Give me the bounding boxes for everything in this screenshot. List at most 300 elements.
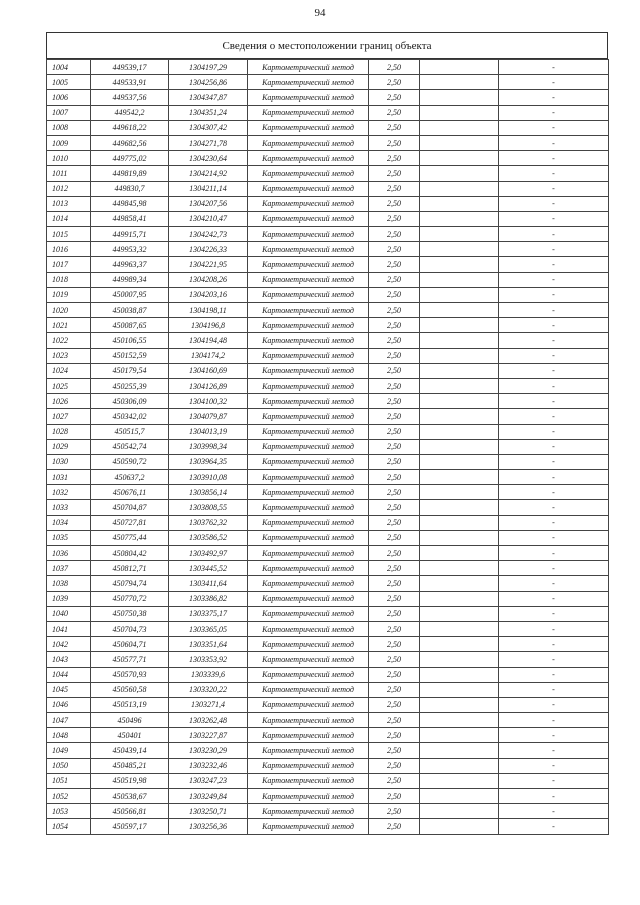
point-number-cell: 1040	[47, 606, 91, 621]
table-row	[47, 318, 609, 333]
note-cell: -	[499, 135, 609, 150]
method-cell: Картометрический метод	[248, 652, 369, 667]
empty-cell	[420, 287, 499, 302]
x-coordinate-cell: 450577,71	[91, 652, 169, 667]
y-coordinate-cell: 1303386,82	[169, 591, 248, 606]
accuracy-cell: 2,50	[369, 515, 420, 530]
method-cell: Картометрический метод	[248, 409, 369, 424]
y-coordinate-cell: 1303250,71	[169, 804, 248, 819]
note-cell: -	[499, 758, 609, 773]
table-row	[47, 804, 609, 819]
table-body	[47, 60, 609, 835]
x-coordinate-cell: 450590,72	[91, 454, 169, 469]
accuracy-cell: 2,50	[369, 758, 420, 773]
accuracy-cell: 2,50	[369, 348, 420, 363]
note-cell: -	[499, 181, 609, 196]
y-coordinate-cell: 1304174,2	[169, 348, 248, 363]
accuracy-cell: 2,50	[369, 637, 420, 652]
table-row	[47, 151, 609, 166]
x-coordinate-cell: 449830,7	[91, 181, 169, 196]
table-row	[47, 728, 609, 743]
y-coordinate-cell: 1304351,24	[169, 105, 248, 120]
method-cell: Картометрический метод	[248, 606, 369, 621]
method-cell: Картометрический метод	[248, 348, 369, 363]
coordinates-table	[46, 59, 609, 835]
point-number-cell: 1053	[47, 804, 91, 819]
note-cell: -	[499, 60, 609, 75]
note-cell: -	[499, 333, 609, 348]
point-number-cell: 1010	[47, 151, 91, 166]
accuracy-cell: 2,50	[369, 394, 420, 409]
accuracy-cell: 2,50	[369, 409, 420, 424]
x-coordinate-cell: 450087,65	[91, 318, 169, 333]
table-row	[47, 454, 609, 469]
table-row	[47, 789, 609, 804]
y-coordinate-cell: 1304197,29	[169, 60, 248, 75]
empty-cell	[420, 90, 499, 105]
empty-cell	[420, 363, 499, 378]
y-coordinate-cell: 1303256,36	[169, 819, 248, 834]
table-row	[47, 211, 609, 226]
method-cell: Картометрический метод	[248, 697, 369, 712]
note-cell: -	[499, 652, 609, 667]
accuracy-cell: 2,50	[369, 227, 420, 242]
note-cell: -	[499, 105, 609, 120]
table-row	[47, 120, 609, 135]
table-row	[47, 652, 609, 667]
method-cell: Картометрический метод	[248, 105, 369, 120]
method-cell: Картометрический метод	[248, 272, 369, 287]
empty-cell	[420, 804, 499, 819]
x-coordinate-cell: 449845,98	[91, 196, 169, 211]
accuracy-cell: 2,50	[369, 196, 420, 211]
note-cell: -	[499, 804, 609, 819]
note-cell: -	[499, 789, 609, 804]
note-cell: -	[499, 151, 609, 166]
point-number-cell: 1017	[47, 257, 91, 272]
empty-cell	[420, 728, 499, 743]
table-row	[47, 743, 609, 758]
method-cell: Картометрический метод	[248, 804, 369, 819]
note-cell: -	[499, 697, 609, 712]
y-coordinate-cell: 1303339,6	[169, 667, 248, 682]
x-coordinate-cell: 450515,7	[91, 424, 169, 439]
method-cell: Картометрический метод	[248, 758, 369, 773]
table-row	[47, 272, 609, 287]
accuracy-cell: 2,50	[369, 439, 420, 454]
method-cell: Картометрический метод	[248, 333, 369, 348]
accuracy-cell: 2,50	[369, 728, 420, 743]
table-row	[47, 135, 609, 150]
y-coordinate-cell: 1303262,48	[169, 713, 248, 728]
method-cell: Картометрический метод	[248, 454, 369, 469]
point-number-cell: 1027	[47, 409, 91, 424]
empty-cell	[420, 819, 499, 834]
method-cell: Картометрический метод	[248, 211, 369, 226]
note-cell: -	[499, 348, 609, 363]
table-row	[47, 166, 609, 181]
empty-cell	[420, 303, 499, 318]
table-row	[47, 500, 609, 515]
table-row	[47, 257, 609, 272]
table-row	[47, 758, 609, 773]
empty-cell	[420, 394, 499, 409]
empty-cell	[420, 515, 499, 530]
empty-cell	[420, 424, 499, 439]
method-cell: Картометрический метод	[248, 135, 369, 150]
accuracy-cell: 2,50	[369, 485, 420, 500]
x-coordinate-cell: 450106,55	[91, 333, 169, 348]
accuracy-cell: 2,50	[369, 561, 420, 576]
empty-cell	[420, 378, 499, 393]
note-cell: -	[499, 667, 609, 682]
accuracy-cell: 2,50	[369, 667, 420, 682]
x-coordinate-cell: 450560,58	[91, 682, 169, 697]
y-coordinate-cell: 1304013,19	[169, 424, 248, 439]
y-coordinate-cell: 1304226,33	[169, 242, 248, 257]
accuracy-cell: 2,50	[369, 105, 420, 120]
y-coordinate-cell: 1304207,56	[169, 196, 248, 211]
method-cell: Картометрический метод	[248, 181, 369, 196]
accuracy-cell: 2,50	[369, 90, 420, 105]
method-cell: Картометрический метод	[248, 530, 369, 545]
point-number-cell: 1038	[47, 576, 91, 591]
point-number-cell: 1004	[47, 60, 91, 75]
accuracy-cell: 2,50	[369, 773, 420, 788]
method-cell: Картометрический метод	[248, 789, 369, 804]
table-row	[47, 303, 609, 318]
method-cell: Картометрический метод	[248, 196, 369, 211]
method-cell: Картометрический метод	[248, 546, 369, 561]
x-coordinate-cell: 450152,59	[91, 348, 169, 363]
x-coordinate-cell: 450439,14	[91, 743, 169, 758]
table-row	[47, 333, 609, 348]
y-coordinate-cell: 1303910,08	[169, 470, 248, 485]
note-cell: -	[499, 120, 609, 135]
accuracy-cell: 2,50	[369, 303, 420, 318]
point-number-cell: 1033	[47, 500, 91, 515]
point-number-cell: 1035	[47, 530, 91, 545]
method-cell: Картометрический метод	[248, 728, 369, 743]
point-number-cell: 1025	[47, 378, 91, 393]
note-cell: -	[499, 378, 609, 393]
method-cell: Картометрический метод	[248, 591, 369, 606]
empty-cell	[420, 485, 499, 500]
method-cell: Картометрический метод	[248, 576, 369, 591]
point-number-cell: 1031	[47, 470, 91, 485]
accuracy-cell: 2,50	[369, 743, 420, 758]
table-row	[47, 378, 609, 393]
point-number-cell: 1037	[47, 561, 91, 576]
point-number-cell: 1021	[47, 318, 91, 333]
point-number-cell: 1018	[47, 272, 91, 287]
x-coordinate-cell: 449542,2	[91, 105, 169, 120]
note-cell: -	[499, 637, 609, 652]
empty-cell	[420, 272, 499, 287]
table-row	[47, 667, 609, 682]
point-number-cell: 1024	[47, 363, 91, 378]
empty-cell	[420, 697, 499, 712]
method-cell: Картометрический метод	[248, 120, 369, 135]
empty-cell	[420, 348, 499, 363]
x-coordinate-cell: 450179,54	[91, 363, 169, 378]
accuracy-cell: 2,50	[369, 424, 420, 439]
point-number-cell: 1007	[47, 105, 91, 120]
table-row	[47, 576, 609, 591]
note-cell: -	[499, 90, 609, 105]
y-coordinate-cell: 1304242,73	[169, 227, 248, 242]
note-cell: -	[499, 773, 609, 788]
empty-cell	[420, 227, 499, 242]
method-cell: Картометрический метод	[248, 75, 369, 90]
note-cell: -	[499, 819, 609, 834]
table-row	[47, 682, 609, 697]
x-coordinate-cell: 450597,17	[91, 819, 169, 834]
point-number-cell: 1032	[47, 485, 91, 500]
y-coordinate-cell: 1304230,64	[169, 151, 248, 166]
point-number-cell: 1050	[47, 758, 91, 773]
note-cell: -	[499, 424, 609, 439]
accuracy-cell: 2,50	[369, 257, 420, 272]
table-row	[47, 348, 609, 363]
method-cell: Картометрический метод	[248, 378, 369, 393]
note-cell: -	[499, 546, 609, 561]
note-cell: -	[499, 211, 609, 226]
point-number-cell: 1043	[47, 652, 91, 667]
x-coordinate-cell: 450794,74	[91, 576, 169, 591]
note-cell: -	[499, 272, 609, 287]
point-number-cell: 1019	[47, 287, 91, 302]
table-row	[47, 439, 609, 454]
table-row	[47, 75, 609, 90]
note-cell: -	[499, 728, 609, 743]
y-coordinate-cell: 1303762,32	[169, 515, 248, 530]
note-cell: -	[499, 621, 609, 636]
empty-cell	[420, 181, 499, 196]
table-row	[47, 637, 609, 652]
method-cell: Картометрический метод	[248, 819, 369, 834]
empty-cell	[420, 561, 499, 576]
note-cell: -	[499, 394, 609, 409]
y-coordinate-cell: 1303249,84	[169, 789, 248, 804]
accuracy-cell: 2,50	[369, 576, 420, 591]
table-row	[47, 242, 609, 257]
note-cell: -	[499, 287, 609, 302]
accuracy-cell: 2,50	[369, 789, 420, 804]
note-cell: -	[499, 439, 609, 454]
accuracy-cell: 2,50	[369, 470, 420, 485]
accuracy-cell: 2,50	[369, 682, 420, 697]
accuracy-cell: 2,50	[369, 242, 420, 257]
table-row	[47, 470, 609, 485]
x-coordinate-cell: 450676,11	[91, 485, 169, 500]
empty-cell	[420, 257, 499, 272]
point-number-cell: 1012	[47, 181, 91, 196]
empty-cell	[420, 546, 499, 561]
accuracy-cell: 2,50	[369, 606, 420, 621]
y-coordinate-cell: 1303586,52	[169, 530, 248, 545]
y-coordinate-cell: 1303227,87	[169, 728, 248, 743]
x-coordinate-cell: 450750,38	[91, 606, 169, 621]
table-row	[47, 90, 609, 105]
note-cell: -	[499, 470, 609, 485]
x-coordinate-cell: 449618,22	[91, 120, 169, 135]
accuracy-cell: 2,50	[369, 697, 420, 712]
note-cell: -	[499, 713, 609, 728]
y-coordinate-cell: 1304307,42	[169, 120, 248, 135]
x-coordinate-cell: 450637,2	[91, 470, 169, 485]
note-cell: -	[499, 409, 609, 424]
x-coordinate-cell: 450570,93	[91, 667, 169, 682]
point-number-cell: 1008	[47, 120, 91, 135]
table-row	[47, 196, 609, 211]
accuracy-cell: 2,50	[369, 530, 420, 545]
table-row	[47, 105, 609, 120]
x-coordinate-cell: 450704,87	[91, 500, 169, 515]
x-coordinate-cell: 450727,81	[91, 515, 169, 530]
method-cell: Картометрический метод	[248, 667, 369, 682]
method-cell: Картометрический метод	[248, 166, 369, 181]
note-cell: -	[499, 363, 609, 378]
table-row	[47, 773, 609, 788]
empty-cell	[420, 75, 499, 90]
point-number-cell: 1020	[47, 303, 91, 318]
point-number-cell: 1022	[47, 333, 91, 348]
empty-cell	[420, 682, 499, 697]
point-number-cell: 1016	[47, 242, 91, 257]
x-coordinate-cell: 450401	[91, 728, 169, 743]
accuracy-cell: 2,50	[369, 287, 420, 302]
accuracy-cell: 2,50	[369, 652, 420, 667]
method-cell: Картометрический метод	[248, 424, 369, 439]
method-cell: Картометрический метод	[248, 485, 369, 500]
table-row	[47, 591, 609, 606]
method-cell: Картометрический метод	[248, 470, 369, 485]
accuracy-cell: 2,50	[369, 181, 420, 196]
accuracy-cell: 2,50	[369, 363, 420, 378]
note-cell: -	[499, 591, 609, 606]
point-number-cell: 1015	[47, 227, 91, 242]
method-cell: Картометрический метод	[248, 287, 369, 302]
method-cell: Картометрический метод	[248, 90, 369, 105]
table-row	[47, 394, 609, 409]
y-coordinate-cell: 1304208,26	[169, 272, 248, 287]
note-cell: -	[499, 485, 609, 500]
x-coordinate-cell: 449537,56	[91, 90, 169, 105]
empty-cell	[420, 606, 499, 621]
point-number-cell: 1049	[47, 743, 91, 758]
table-row	[47, 621, 609, 636]
empty-cell	[420, 333, 499, 348]
y-coordinate-cell: 1303320,22	[169, 682, 248, 697]
x-coordinate-cell: 449858,41	[91, 211, 169, 226]
x-coordinate-cell: 450704,73	[91, 621, 169, 636]
y-coordinate-cell: 1304256,86	[169, 75, 248, 90]
empty-cell	[420, 470, 499, 485]
table-row	[47, 713, 609, 728]
table-row	[47, 530, 609, 545]
x-coordinate-cell: 450306,09	[91, 394, 169, 409]
accuracy-cell: 2,50	[369, 120, 420, 135]
accuracy-cell: 2,50	[369, 546, 420, 561]
point-number-cell: 1039	[47, 591, 91, 606]
method-cell: Картометрический метод	[248, 363, 369, 378]
accuracy-cell: 2,50	[369, 211, 420, 226]
empty-cell	[420, 743, 499, 758]
y-coordinate-cell: 1303375,17	[169, 606, 248, 621]
point-number-cell: 1011	[47, 166, 91, 181]
note-cell: -	[499, 500, 609, 515]
x-coordinate-cell: 449915,71	[91, 227, 169, 242]
y-coordinate-cell: 1303271,4	[169, 697, 248, 712]
y-coordinate-cell: 1303964,35	[169, 454, 248, 469]
table-row	[47, 485, 609, 500]
method-cell: Картометрический метод	[248, 773, 369, 788]
note-cell: -	[499, 196, 609, 211]
note-cell: -	[499, 318, 609, 333]
y-coordinate-cell: 1303998,34	[169, 439, 248, 454]
method-cell: Картометрический метод	[248, 439, 369, 454]
x-coordinate-cell: 449682,56	[91, 135, 169, 150]
point-number-cell: 1052	[47, 789, 91, 804]
y-coordinate-cell: 1303856,14	[169, 485, 248, 500]
x-coordinate-cell: 449963,37	[91, 257, 169, 272]
method-cell: Картометрический метод	[248, 500, 369, 515]
x-coordinate-cell: 450513,19	[91, 697, 169, 712]
accuracy-cell: 2,50	[369, 621, 420, 636]
method-cell: Картометрический метод	[248, 637, 369, 652]
accuracy-cell: 2,50	[369, 591, 420, 606]
empty-cell	[420, 409, 499, 424]
empty-cell	[420, 773, 499, 788]
method-cell: Картометрический метод	[248, 151, 369, 166]
y-coordinate-cell: 1303808,55	[169, 500, 248, 515]
x-coordinate-cell: 449539,17	[91, 60, 169, 75]
point-number-cell: 1023	[47, 348, 91, 363]
note-cell: -	[499, 743, 609, 758]
table-row	[47, 409, 609, 424]
accuracy-cell: 2,50	[369, 135, 420, 150]
point-number-cell: 1054	[47, 819, 91, 834]
y-coordinate-cell: 1304079,87	[169, 409, 248, 424]
y-coordinate-cell: 1304210,47	[169, 211, 248, 226]
table-row	[47, 819, 609, 834]
empty-cell	[420, 667, 499, 682]
empty-cell	[420, 211, 499, 226]
empty-cell	[420, 151, 499, 166]
note-cell: -	[499, 561, 609, 576]
method-cell: Картометрический метод	[248, 713, 369, 728]
point-number-cell: 1009	[47, 135, 91, 150]
x-coordinate-cell: 449989,34	[91, 272, 169, 287]
accuracy-cell: 2,50	[369, 804, 420, 819]
empty-cell	[420, 500, 499, 515]
accuracy-cell: 2,50	[369, 378, 420, 393]
y-coordinate-cell: 1304271,78	[169, 135, 248, 150]
point-number-cell: 1026	[47, 394, 91, 409]
x-coordinate-cell: 450804,42	[91, 546, 169, 561]
note-cell: -	[499, 303, 609, 318]
y-coordinate-cell: 1303411,64	[169, 576, 248, 591]
table-row	[47, 181, 609, 196]
point-number-cell: 1014	[47, 211, 91, 226]
empty-cell	[420, 530, 499, 545]
method-cell: Картометрический метод	[248, 394, 369, 409]
y-coordinate-cell: 1304203,16	[169, 287, 248, 302]
empty-cell	[420, 454, 499, 469]
method-cell: Картометрический метод	[248, 303, 369, 318]
empty-cell	[420, 60, 499, 75]
